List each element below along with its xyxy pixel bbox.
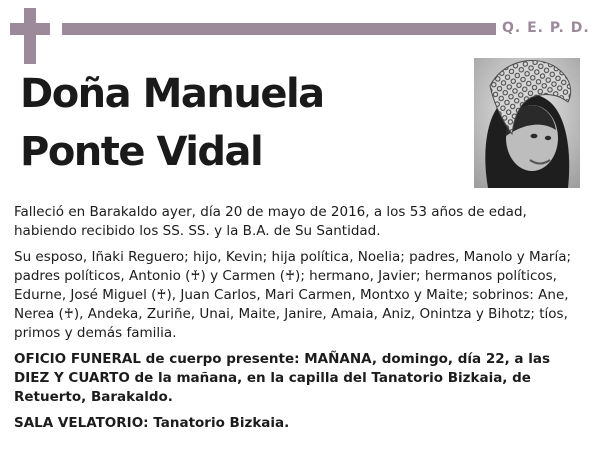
deceased-name-line2: Ponte Vidal — [20, 129, 263, 175]
obituary-body — [14, 203, 584, 440]
qepd-label: Q. E. P. D. — [502, 20, 590, 36]
family-list: Su esposo, Iñaki Reguero; hijo, Kevin; hija política, Noelia; padres, Manolo y María; padres políticos, Antonio (♰) y Carmen (♰); hermano, Javier; hermanos políticos, Edurne, José Miguel (♰), Juan Carlos, Mari Carmen, Montxo y Maite; sobrinos: Ane, Nerea (♰), Andeka, Zuriñe, Unai, Maite, Janire, Amaia, Aniz, Onintza y Bihotz; tíos, primos y demás familia. — [14, 249, 572, 341]
wake-room-info: SALA VELATORIO: Tanatorio Bizkaia. — [14, 415, 290, 431]
funeral-info: OFICIO FUNERAL de cuerpo presente: MAÑANA, domingo, día 22, a las DIEZ Y CUARTO de la mañana, en la capilla del Tanatorio Bizkaia, de Retuerto, Barakaldo. — [14, 351, 551, 405]
header-rule — [62, 23, 496, 35]
death-details: Falleció en Barakaldo ayer, día 20 de mayo de 2016, a los 53 años de edad, habiendo recibido los SS. SS. y la B.A. de Su Santidad. — [14, 204, 527, 239]
cross-icon — [10, 8, 50, 64]
portrait-photo — [474, 58, 580, 188]
deceased-name-line1: Doña Manuela — [20, 71, 324, 117]
